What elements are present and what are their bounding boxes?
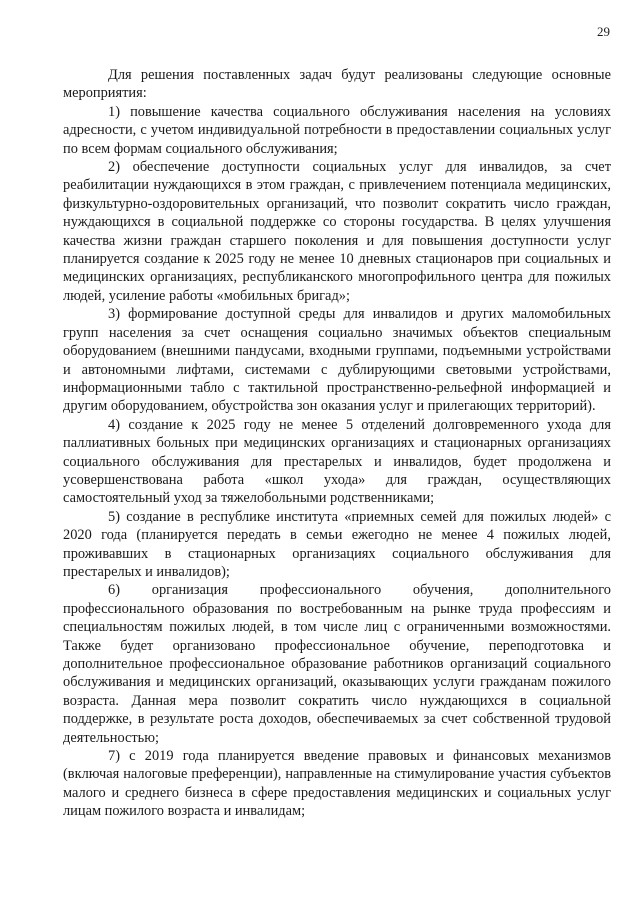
intro-paragraph: Для решения поставленных задач будут реализованы следующие основные мероприятия: — [63, 67, 611, 102]
measure-item-2: 2) обеспечение доступности социальных услуг для инвалидов, за счет реабилитации нуждающихся в этом граждан, с привлечением потенциала медицинских, физкультурно-оздоровительных организаций, что позволит сократить число граждан, нуждающихся в социальной поддержке со стороны государства. В целях улучшения качества жизни граждан старшего поколения и для повышения доступности услуг планируется создание к 2025 году не менее 10 дневных стационаров при социальных и медицинских организациях, республиканского многопрофильного центра для пожилых людей, усиление работы «мобильных бригад»; — [63, 159, 611, 304]
document-body — [63, 66, 611, 821]
measure-item-5: 5) создание в республике института «приемных семей для пожилых людей» с 2020 года (планируется передать в семьи ежегодно не менее 4 пожилых людей, проживавших в стационарных организациях социального обслуживания для престарелых и инвалидов); — [63, 508, 611, 580]
measure-item-1: 1) повышение качества социального обслуживания населения на условиях адресности, с учетом индивидуальной потребности в предоставлении социальных услуг по всем формам социального обслуживания; — [63, 103, 611, 157]
measure-item-3: 3) формирование доступной среды для инвалидов и других маломобильных групп населения за счет оснащения социально значимых объектов специальным оборудованием (внешними пандусами, входными группами, подъемными устройствами и автономными лифтами, системами с дублирующими световыми устройствами, информационными табло с тактильной пространственно-рельефной информацией и другим оборудованием, обустройства зон оказания услуг и прилегающих территорий). — [63, 306, 611, 415]
page-number: 29 — [597, 24, 610, 39]
measure-item-7: 7) с 2019 года планируется введение правовых и финансовых механизмов (включая налоговые преференции), направленные на стимулирование участия субъектов малого и среднего бизнеса в сфере предоставления медицинских и социальных услуг лицам пожилого возраста и инвалидам; — [63, 748, 611, 820]
measure-item-4: 4) создание к 2025 году не менее 5 отделений долговременного ухода для паллиативных больных при медицинских организациях и стационарных организациях социального обслуживания для престарелых и инвалидов, будет продолжена и усовершенствована работа «школ ухода» для граждан, осуществляющих самостоятельный уход за тяжелобольными родственниками; — [63, 416, 611, 507]
measure-item-6: 6) организация профессионального обучения, дополнительного профессионального образования по востребованным на рынке труда профессиям и специальностям пожилых людей, в том числе лиц с ограниченными возможностями. Также будет организовано профессиональное обучение, переподготовка и дополнительное профессиональное образование работников организаций социального обслуживания и медицинских организаций, оказывающих услуги гражданам пожилого возраста. Данная мера позволит сократить число нуждающихся в социальной поддержке, в результате роста доходов, обеспечиваемых за счет собственной трудовой деятельностью; — [63, 582, 611, 746]
